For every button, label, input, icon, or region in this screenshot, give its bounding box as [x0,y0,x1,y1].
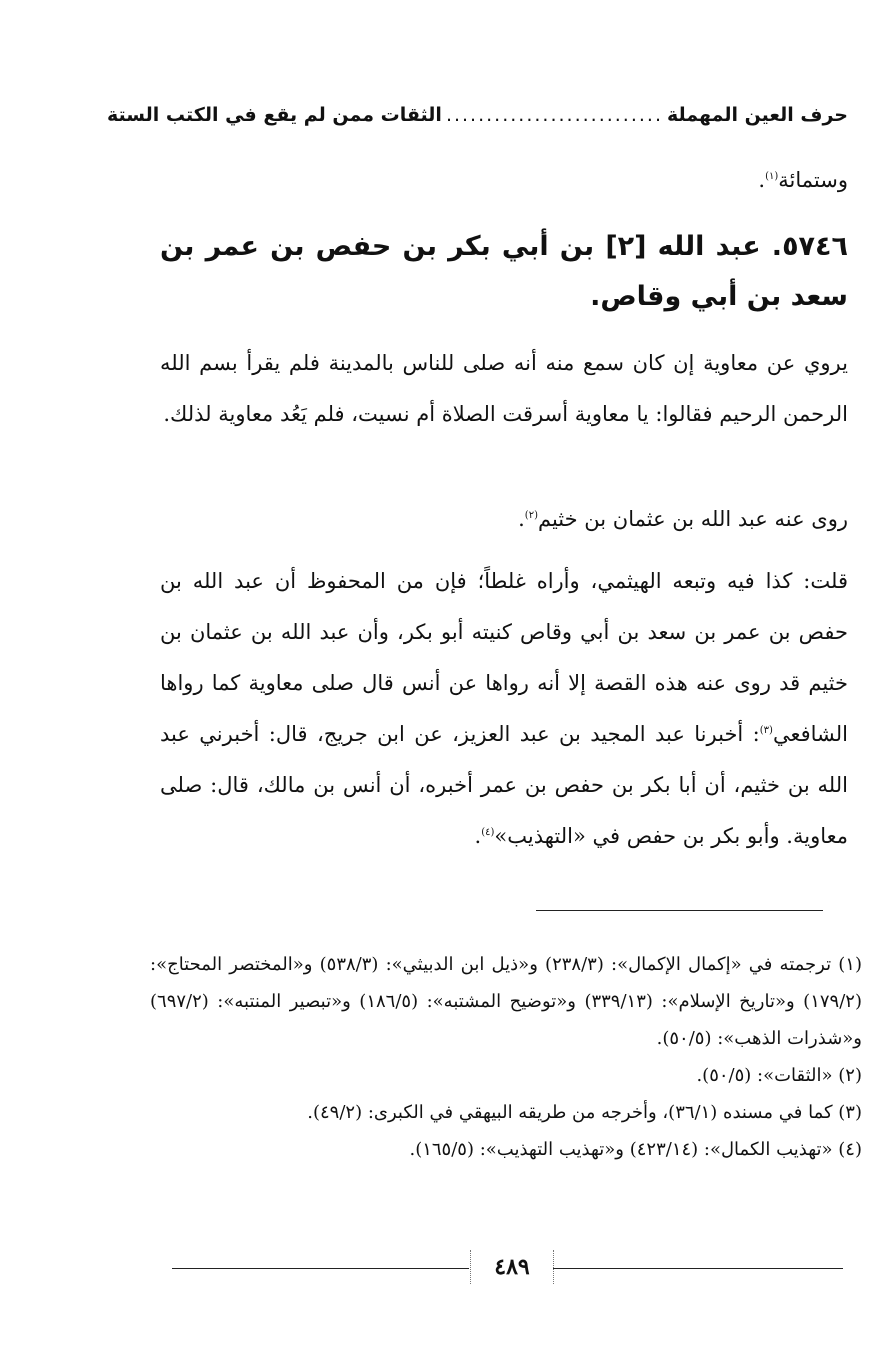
continued-text-content: وستمائة [778,168,848,192]
footnote-ref-2: (٢) [524,510,538,521]
footnote-separator [536,910,823,911]
entry-number: ٥٧٤٦. [771,231,848,262]
folio-rule-right [553,1268,843,1269]
folio-rule-left [172,1268,469,1269]
entry-name: عبد الله [٢] بن أبي بكر بن حفص بن عمر بن سعد بن أبي وقاص. [160,231,848,312]
footnote-2: (٢) «الثقات»: (٥٠/٥). [696,1065,862,1086]
footnote-3: (٣) كما في مسنده (٣٦/١)، وأخرجه من طريقه البيهقي في الكبرى: (٤٩/٢). [307,1102,862,1123]
entry-heading [160,222,848,322]
commentary-part-a: قلت: كذا فيه وتبعه الهيثمي، وأراه غلطاً؛ فإن من المحفوظ أن عبد الله بن حفص بن عمر بن سعد بن أبي وقاص كنيته أبو بكر، وأن عبد الله بن عثمان بن خثيم قد روى عنه هذه القصة إلا أنه رواها عن أنس قال صلى معاوية كما رواها الشافعي [160,569,848,746]
footnote-ref-4: (٤) [481,827,495,838]
page-number: ٤٨٩ [470,1250,554,1284]
period: . [758,168,766,192]
footnote-ref-1: (١) [765,171,779,182]
commentary-part-b: : أخبرنا عبد المجيد بن عبد العزيز، عن ابن جريج، قال: أخبرني عبد الله بن خثيم، أن أبا بكر بن حفص بن عمر أخبره، أن أنس بن مالك، قال: صلى معاوية. وأبو بكر بن حفص في «التهذيب» [160,722,848,848]
running-header [107,98,848,132]
footnotes [150,946,862,1168]
paragraph-commentary: قلت: كذا فيه وتبعه الهيثمي، وأراه غلطاً؛ فإن من المحفوظ أن عبد الله بن حفص بن عمر بن سعد بن أبي وقاص كنيته أبو بكر، وأن عبد الله بن عثمان بن خثيم قد روى عنه هذه القصة إلا أنه رواها عن أنس قال صلى معاوية كما رواها الشافعي$^{(٣)}$: أخبرنا عبد المجيد بن عبد العزيز، عن ابن جريج، قال: أخبرني عبد الله بن خثيم، أن أبا بكر بن حفص بن عمر أخبره، أن أنس بن مالك، قال: صلى معاوية. وأبو بكر بن حفص في «التهذيب»$^{(٤)}$. [160,569,848,848]
header-leader-dots: ........................... [445,104,664,126]
paragraph-narrators-text: روى عنه عبد الله بن عثمان بن خثيم [537,507,848,531]
continued-text [160,160,848,200]
footnote-4: (٤) «تهذيب الكمال»: (٤٢٣/١٤) و«تهذيب التهذيب»: (١٦٥/٥). [409,1139,862,1160]
paragraph-narration: يروي عن معاوية إن كان سمع منه أنه صلى للناس بالمدينة فلم يقرأ بسم الله الرحمن الرحيم فقالوا: يا معاوية أسرقت الصلاة أم نسيت، فلم يَعُد معاوية لذلك. [160,351,848,426]
chapter-title: حرف العين المهملة [667,104,848,126]
book-section-title: الثقات ممن لم يقع في الكتب الستة [107,104,442,126]
footnote-1: (١) ترجمته في «إكمال الإكمال»: (٢٣٨/٣) و«ذيل ابن الدبيثي»: (٥٣٨/٣) و«المختصر المحتاج»: (١٧٩/٢) و«تاريخ الإسلام»: (٣٣٩/١٣) و«توضيح المشتبه»: (١٨٦/٥) و«تبصير المنتبه»: (٦٩٧/٢) و«شذرات الذهب»: (٥٠/٥). [150,954,862,1049]
paragraph-narrators: روى عنه عبد الله بن عثمان بن خثيم$^{(٢)}$. [518,507,848,531]
footnote-ref-3: (٣) [759,725,773,736]
